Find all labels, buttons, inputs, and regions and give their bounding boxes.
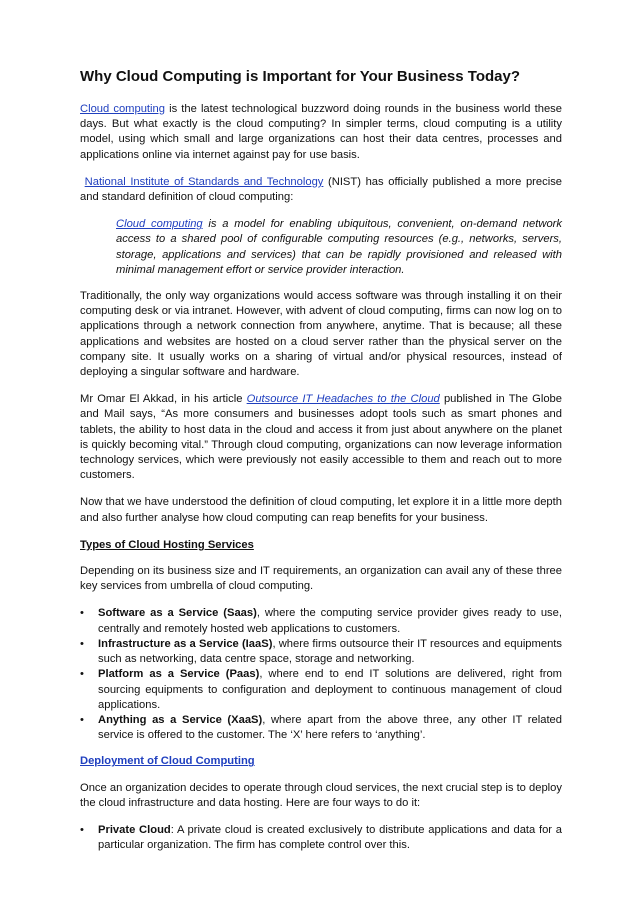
akkad-paragraph <box>80 392 562 483</box>
page-title: Why Cloud Computing is Important for Your Business Today? <box>80 68 521 85</box>
nist-text: (NIST) has officially published a more precise and standard definition of cloud computing: <box>80 175 563 204</box>
list-item <box>80 667 562 713</box>
types-list <box>80 606 562 743</box>
traditional-paragraph: Traditionally, the only way organizations would access software was through installing it on their computing desk or via intranet. However, with advent of cloud computing, firms can now log on to applications through a network connection from anywhere, anytime. That is because; all these applications and websites are hosted on a cloud server rather than the physical server on the company site. It usually works on a sharing of virtual and/or physical resources, instead of deploying a singular software and hardware. <box>80 290 562 379</box>
list-item-text: : A private cloud is created exclusively to distribute applications and data for a particular organization. The firm has complete control over this. <box>98 823 562 852</box>
list-item <box>80 637 562 667</box>
bullet-icon: • <box>80 607 84 620</box>
nist-paragraph <box>80 175 562 205</box>
deployment-heading-link[interactable]: Deployment of Cloud Computing <box>80 755 255 768</box>
list-item-text: , where firms outsource their IT resources and equipments such as networking, data centre space, storage and networking. <box>98 637 562 666</box>
quote-text: is a model for enabling ubiquitous, convenient, on-demand network access to a shared pool of configurable computing resources (e.g., networks, servers, storage, applications and services) that can be rapidly provisioned and released with minimal management effort or service provider interaction. <box>116 218 562 276</box>
cloud-computing-link[interactable]: Cloud computing <box>80 103 165 115</box>
types-intro: Depending on its business size and IT requirements, an organization can avail any of these three key services from umbrella of cloud computing. <box>80 565 562 593</box>
list-item-term: Platform as a Service (Paas) <box>98 668 260 681</box>
deployment-intro: Once an organization decides to operate through cloud services, the next crucial step is to deploy the cloud infrastructure and data hosting. Here are four ways to do it: <box>80 781 562 809</box>
quote-cloud-computing-link[interactable]: Cloud computing <box>116 218 203 231</box>
akkad-before: Mr Omar El Akkad, in his article <box>80 393 247 406</box>
list-item-text: , where apart from the above three, any other IT related service is offered to the customer. The ‘X’ here refers to ‘anything’. <box>98 713 563 742</box>
bullet-icon: • <box>80 713 84 726</box>
document-page <box>80 68 562 864</box>
deployment-list <box>80 823 562 853</box>
intro-text: is the latest technological buzzword doing rounds in the business world these days. But what exactly is the cloud computing? In simpler terms, cloud computing is a utility model, using which small and large organizations can host their data centres, processes and applications online via internet against pay for use basis. <box>80 103 562 161</box>
transition-paragraph: Now that we have understood the definition of cloud computing, let explore it in a little more depth and also further analyse how cloud computing can reap benefits for your business. <box>80 496 562 524</box>
list-item-term: Software as a Service (Saas) <box>98 607 257 620</box>
list-item-text: , where the computing service provider gives ready to use, centrally and remotely hosted web applications to customers. <box>98 607 562 635</box>
list-item <box>80 606 562 636</box>
list-item-term: Infrastructure as a Service (IaaS) <box>98 637 273 650</box>
bullet-icon: • <box>80 668 84 681</box>
nist-link[interactable]: National Institute of Standards and Technology <box>84 175 324 188</box>
nist-definition-quote <box>116 217 562 278</box>
akkad-after: published in The Globe and Mail says, “As more consumers and businesses adopt tools such as smart phones and tablets, the ability to host data in the cloud and access it from just about anywhere on the planet is quickly becoming vital.” Through cloud computing, organizations can now leverage information technology services, which were previously not easily accessible to them and reach out to more customers. <box>80 393 562 482</box>
list-item-term: Private Cloud <box>98 823 171 836</box>
list-item-text: , where end to end IT solutions are delivered, right from sourcing equipments to configuration and deployment to continuous management of cloud applications. <box>98 668 562 711</box>
bullet-icon: • <box>80 637 84 650</box>
intro-paragraph <box>80 102 562 163</box>
types-heading: Types of Cloud Hosting Services <box>80 538 254 551</box>
bullet-icon: • <box>80 823 84 836</box>
outsource-it-article-link[interactable]: Outsource IT Headaches to the Cloud <box>246 393 440 406</box>
list-item <box>80 713 562 743</box>
list-item <box>80 823 562 853</box>
list-item-term: Anything as a Service (XaaS) <box>98 713 263 726</box>
